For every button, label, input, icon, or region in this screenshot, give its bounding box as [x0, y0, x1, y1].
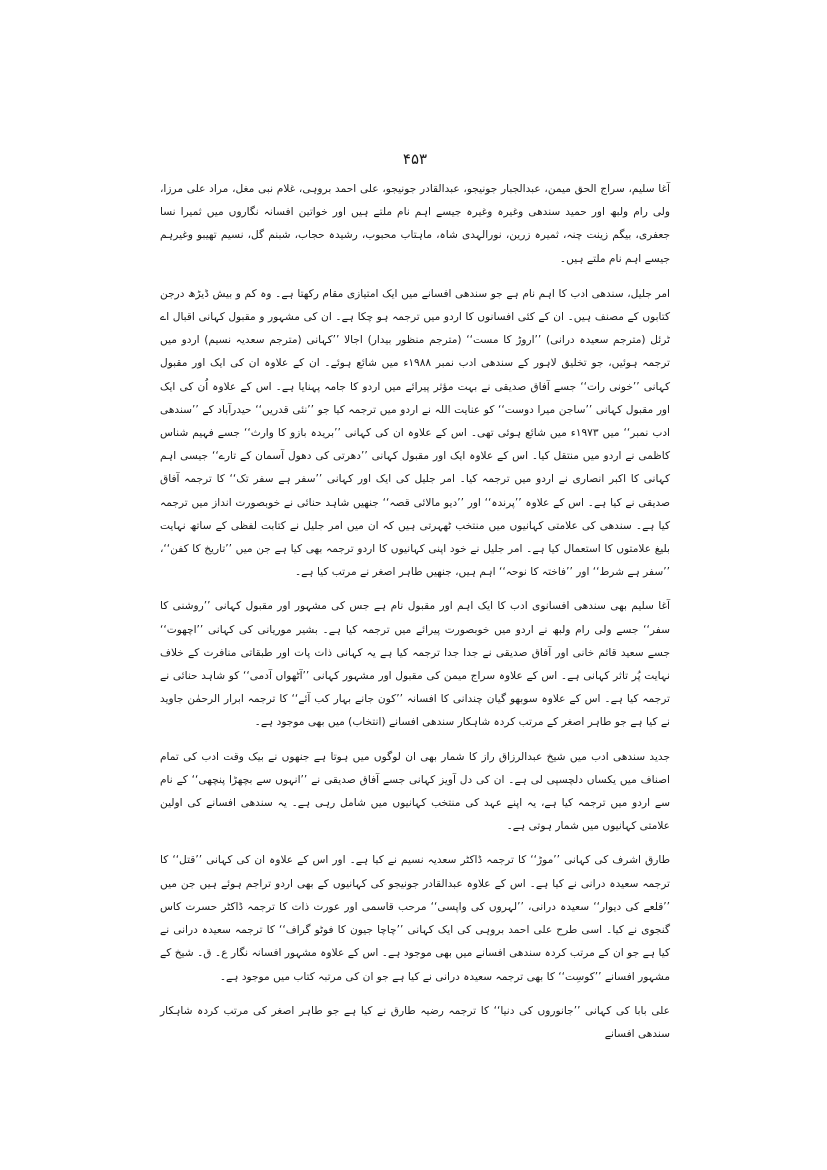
document-page — [160, 150, 670, 1070]
paragraph-amar-jaleel: امر جلیل، سندھی ادب کا اہم نام ہے جو سندھی افسانے میں ایک امتیازی مقام رکھتا ہے۔ وہ کم و بیش ڈیڑھ درجن کتابوں کے مصنف ہیں۔ ان کے کئی افسانوں کا اردو میں ترجمہ ہو چکا ہے۔ ان کی مشہور و مقبول کہانی اقبال اے ٹرئل (مترجم سعیدہ درانی) ’’اروڑ کا مست‘‘ (مترجم منظور بیدار) اجالا ’’کہانی (مترجم سعدیہ نسیم) اردو میں ترجمہ ہوئیں، جو تخلیق لاہور کے سندھی ادب نمبر ۱۹۸۸ء میں شائع ہوئے۔ ان کے علاوہ ان کی ایک اور مقبول کہانی ’’خونی رات‘‘ جسے آفاق صدیقی نے بہت مؤثر پیرائے میں اردو کا جامہ پہنایا ہے۔ اس کے علاوہ اُن کی ایک اور مقبول کہانی ’’ساجن میرا دوست‘‘ کو عنایت اللہ نے اردو میں ترجمہ کیا جو ’’نئی قدریں‘‘ حیدرآباد کے ’’سندھی ادب نمبر‘‘ میں ۱۹۷۳ء میں شائع ہوئی تھی۔ اس کے علاوہ ان کی کہانی ’’بریدہ بازو کا وارث‘‘ جسے فہیم شناس کاظمی نے اردو میں منتقل کیا۔ اس کے علاوہ ایک اور مقبول کہانی ’’دھرتی کی دھول آسمان کے تارے‘‘ جیسی اہم کہانی کا اکبر انصاری نے اردو میں ترجمہ کیا۔ امر جلیل کی ایک اور کہانی ’’سفر ہے سفر تک‘‘ کا ترجمہ آفاق صدیقی نے کیا ہے۔ اس کے علاوہ ’’پرندہ‘‘ اور ’’دیو مالائی قصہ‘‘ جنھیں شاہد حنائی نے خوبصورت انداز میں ترجمہ کیا ہے۔ سندھی کی علامتی کہانیوں میں منتخب ٹھہرتی ہیں کہ ان میں امر جلیل نے کتابت لفظی کے ساتھ نہایت بلیغ علامتوں کا استعمال کیا ہے۔ امر جلیل نے خود اپنی کہانیوں کا اردو ترجمہ بھی کیا ہے جن میں ’’تاریخ کا کفن‘‘، ’’سفر ہے شرط‘‘ اور ’’فاختہ کا نوحہ‘‘ اہم ہیں، جنھیں طاہر اصغر نے مرتب کیا ہے۔ — [160, 287, 670, 579]
paragraph-abdul-razzaq-raz: جدید سندھی ادب میں شیخ عبدالرزاق راز کا شمار بھی ان لوگوں میں ہوتا ہے جنھوں نے بیک وقت ادب کی تمام اصناف میں یکساں دلچسپی لی ہے۔ ان کی دل آویز کہانی جسے آفاق صدیقی نے ’’انہوں سے بچھڑا پنچھی‘‘ کے نام سے اردو میں ترجمہ کیا ہے، یہ اپنے عہد کی منتخب کہانیوں میں شامل رہی ہے۔ یہ سندھی افسانے کی اولین علامتی کہانیوں میں شمار ہوتی ہے۔ — [160, 750, 670, 833]
page-number: ۴۵۳ — [402, 150, 428, 168]
paragraph-writers-list: آغا سلیم، سراج الحق میمن، عبدالجبار جونیجو، عبدالقادر جونیجو، علی احمد بروہی، غلام نبی مغل، مراد علی مرزا، ولی رام ولبھ اور حمید سندھی وغیرہ وغیرہ جیسے اہم نام ملتے ہیں اور خواتین افسانہ نگاروں میں ثمیرا نسا جعفری، بیگم زینت چنہ، ثمیرہ زرین، نورالہدی شاہ، ماہتاب محبوب، رشیدہ حجاب، شبنم گل، نسیم تھیبو وغیرہم جیسے اہم نام ملتے ہیں۔ — [160, 183, 670, 265]
paragraph-ali-baba: علی بابا کی کہانی ’’جانوروں کی دنیا‘‘ کا ترجمہ رضیہ طارق نے کیا ہے جو طاہر اصغر کی مرتب کردہ شاہکار سندھی افسانے — [160, 1004, 670, 1040]
paragraph-agha-saleem: آغا سلیم بھی سندھی افسانوی ادب کا ایک اہم اور مقبول نام ہے جس کی مشہور اور مقبول کہانی ’’روشنی کا سفر‘‘ جسے ولی رام ولبھ نے اردو میں خوبصورت پیرائے میں ترجمہ کیا ہے۔ بشیر موریانی کی کہانی ’’اچھوت‘‘ جسے سعید قائم خانی اور آفاق صدیقی نے جدا جدا ترجمہ کیا ہے یہ کہانی ذات پات اور طبقاتی منافرت کے خلاف نہایت پُر تاثر کہانی ہے۔ اس کے علاوہ سراج میمن کی مقبول اور مشہور کہانی ’’آٹھواں آدمی‘‘ کو شاہد حنائی نے ترجمہ کیا ہے۔ اس کے علاوہ سوبھو گیان چندانی کا افسانہ ’’کون جانے بہار کب آئے‘‘ کا ترجمہ ابرار الرحمٰن جاوید نے کیا ہے جو طاہر اصغر کے مرتب کردہ شاہکار سندھی افسانے (انتخاب) میں بھی موجود ہے۔ — [160, 600, 670, 729]
paragraph-tariq-ashraf: طارق اشرف کی کہانی ’’موڑ‘‘ کا ترجمہ ڈاکٹر سعدیہ نسیم نے کیا ہے۔ اور اس کے علاوہ ان کی کہانی ’’قتل‘‘ کا ترجمہ سعیدہ درانی نے کیا ہے۔ اس کے علاوہ عبدالقادر جونیجو کی کہانیوں کے بھی اردو تراجم ہوئے ہیں جن میں ’’قلعے کی دیوار‘‘ سعیدہ درانی، ’’لہروں کی واپسی‘‘ مرحب قاسمی اور عورت ذات کا ترجمہ ڈاکٹر حسرت کاس گنجوی نے کیا۔ اسی طرح علی احمد بروہی کی ایک کہانی ’’چاچا جیون کا فوٹو گراف‘‘ کا ترجمہ سعیدہ درانی نے کیا ہے جو ان کے مرتب کردہ سندھی افسانے میں بھی موجود ہے۔ اس کے علاوہ مشہور افسانہ نگار ع۔ ق۔ شیخ کے مشہور افسانے ’’کوسِت‘‘ کا بھی ترجمہ سعیدہ درانی نے کیا ہے جو ان کی مرتبہ کتاب میں موجود ہے۔ — [160, 854, 670, 983]
